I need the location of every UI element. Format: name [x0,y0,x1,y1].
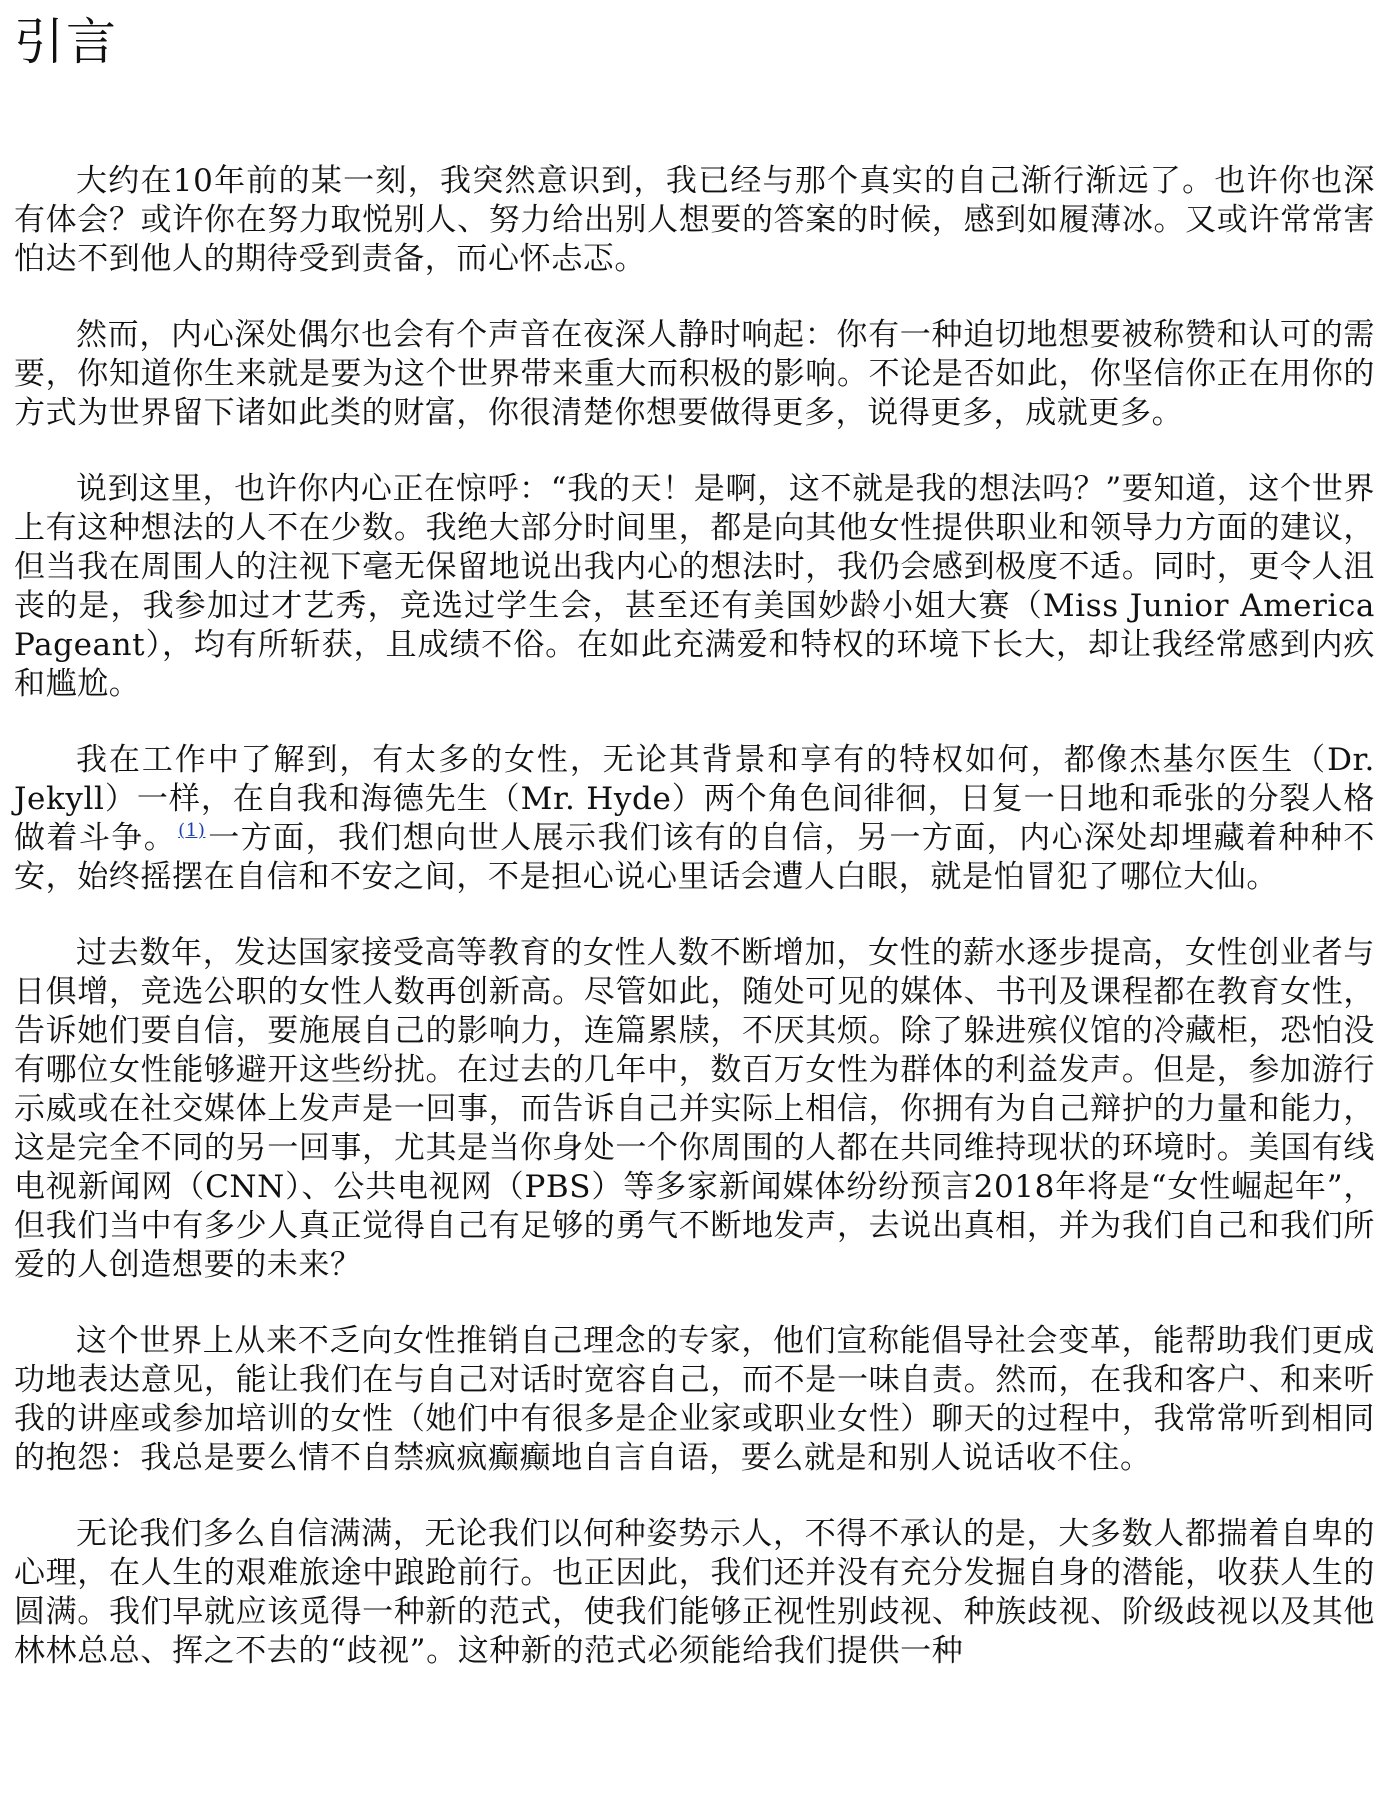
paragraph-1: 大约在10年前的某一刻，我突然意识到，我已经与那个真实的自己渐行渐远了。也许你也深有体会？或许你在努力取悦别人、努力给出别人想要的答案的时候，感到如履薄冰。又或许常常害怕达不到他人的期待受到责备，而心怀忐忑。 [14,163,1375,277]
paragraph-6: 这个世界上从来不乏向女性推销自己理念的专家，他们宣称能倡导社会变革，能帮助我们更成功地表达意见，能让我们在与自己对话时宽容自己，而不是一味自责。然而，在我和客户、和来听我的讲座或参加培训的女性（她们中有很多是企业家或职业女性）聊天的过程中，我常常听到相同的抱怨：我总是要么情不自禁疯疯癫癫地自言自语，要么就是和别人说话收不住。 [14,1323,1375,1476]
paragraph-7: 无论我们多么自信满满，无论我们以何种姿势示人，不得不承认的是，大多数人都揣着自卑的心理，在人生的艰难旅途中踉跄前行。也正因此，我们还并没有充分发掘自身的潜能，收获人生的圆满。我们早就应该觅得一种新的范式，使我们能够正视性别歧视、种族歧视、阶级歧视以及其他林林总总、挥之不去的“歧视”。这种新的范式必须能给我们提供一种 [14,1516,1375,1669]
chapter-body [14,162,1375,1671]
paragraph-5: 过去数年，发达国家接受高等教育的女性人数不断增加，女性的薪水逐步提高，女性创业者与日俱增，竞选公职的女性人数再创新高。尽管如此，随处可见的媒体、书刊及课程都在教育女性，告诉她们要自信，要施展自己的影响力，连篇累牍，不厌其烦。除了躲进殡仪馆的冷藏柜，恐怕没有哪位女性能够避开这些纷扰。在过去的几年中，数百万女性为群体的利益发声。但是，参加游行示威或在社交媒体上发声是一回事，而告诉自己并实际上相信，你拥有为自己辩护的力量和能力，这是完全不同的另一回事，尤其是当你身处一个你周围的人都在共同维持现状的环境时。美国有线电视新闻网（CNN）、公共电视网（PBS）等多家新闻媒体纷纷预言2018年将是“女性崛起年”，但我们当中有多少人真正觉得自己有足够的勇气不断地发声，去说出真相，并为我们自己和我们所爱的人创造想要的未来？ [14,935,1375,1283]
paragraph-2: 然而，内心深处偶尔也会有个声音在夜深人静时响起：你有一种迫切地想要被称赞和认可的需要，你知道你生来就是要为这个世界带来重大而积极的影响。不论是否如此，你坚信你正在用你的方式为世界留下诸如此类的财富，你很清楚你想要做得更多，说得更多，成就更多。 [14,317,1375,431]
chapter-title: 引言 [14,13,118,71]
footnote-link[interactable]: (1) [178,820,206,841]
paragraph-3: 说到这里，也许你内心正在惊呼：“我的天！是啊，这不就是我的想法吗？”要知道，这个世界上有这种想法的人不在少数。我绝大部分时间里，都是向其他女性提供职业和领导力方面的建议，但当我在周围人的注视下毫无保留地说出我内心的想法时，我仍会感到极度不适。同时，更令人沮丧的是，我参加过才艺秀，竞选过学生会，甚至还有美国妙龄小姐大赛（Miss Junior America Pageant），均有所斩获，且成绩不俗。在如此充满爱和特权的环境下长大，却让我经常感到内疚和尴尬。 [14,471,1375,702]
paragraph-4 [14,741,1375,897]
paragraph-4-text-after: 一方面，我们想向世人展示我们该有的自信，另一方面，内心深处却埋藏着种种不安，始终摇摆在自信和不安之间，不是担心说心里话会遭人白眼，就是怕冒犯了哪位大仙。 [14,820,1375,895]
paragraph-4-text-before: 我在工作中了解到，有太多的女性，无论其背景和享有的特权如何，都像杰基尔医生（Dr. Jekyll）一样，在自我和海德先生（Mr. Hyde）两个角色间徘徊，日复一日地和乖张的分裂人格做着斗争。 [14,742,1375,856]
